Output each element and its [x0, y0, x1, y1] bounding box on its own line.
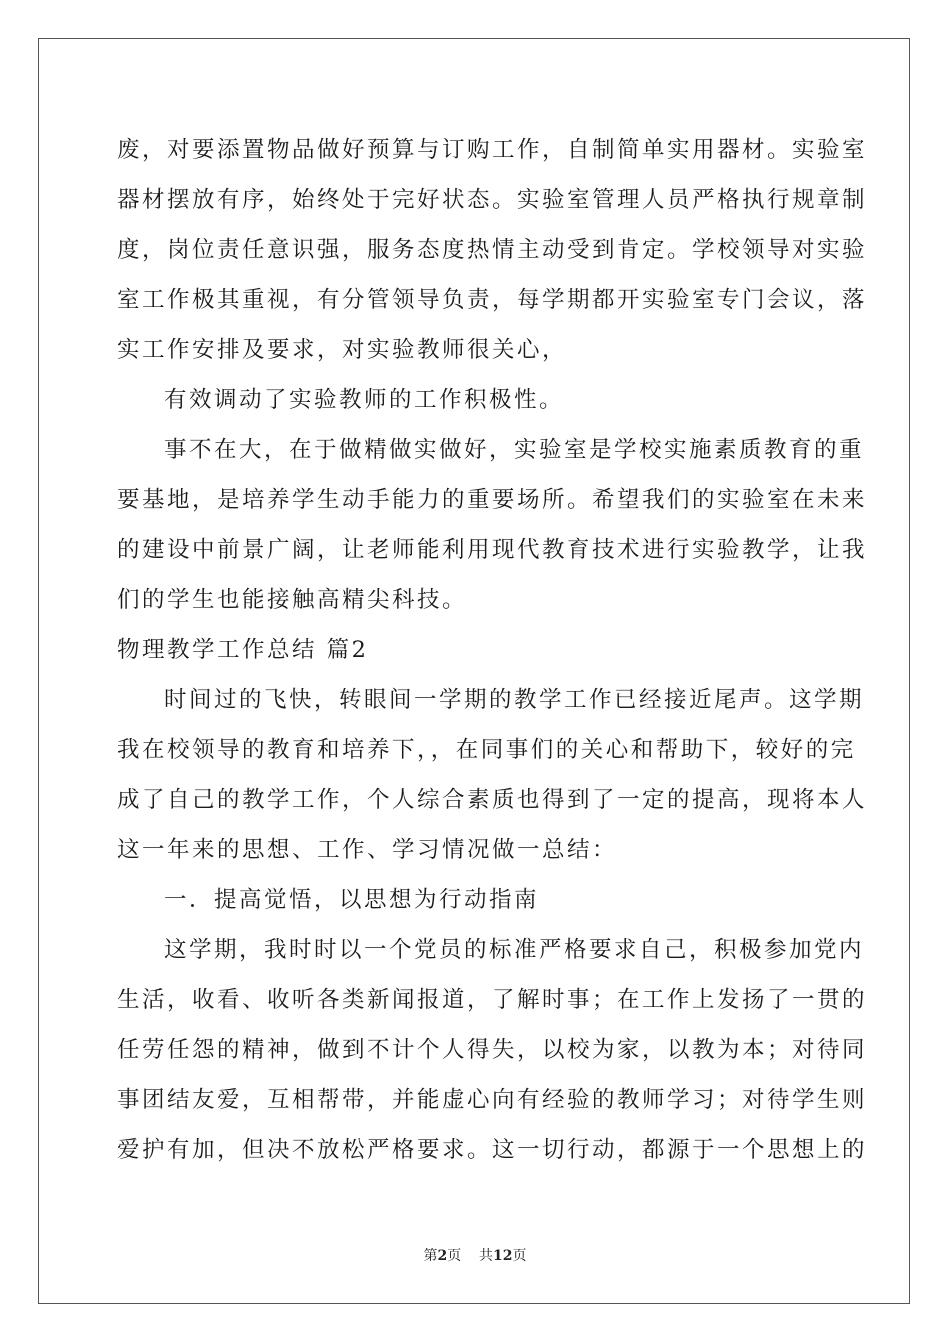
text-line: 事团结友爱，互相帮带，并能虚心向有经验的教师学习；对待学生则: [117, 1087, 868, 1113]
text-line: 废，对要添置物品做好预算与订购工作，自制简单实用器材。实验室: [117, 137, 868, 163]
text-line: 室工作极其重视，有分管领导负责，每学期都开实验室专门会议，落: [117, 287, 868, 313]
text-line: 我在校领导的教育和培养下，，在同事们的关心和帮助下，较好的完: [117, 737, 856, 763]
text-line: 成了自己的教学工作，个人综合素质也得到了一定的提高，现将本人: [117, 787, 868, 813]
text-line: 要基地，是培养学生动手能力的重要场所。希望我们的实验室在未来: [117, 487, 868, 513]
text-line: 有效调动了实验教师的工作积极性。: [164, 387, 565, 413]
subsection-heading: 一．提高觉悟，以思想为行动指南: [164, 887, 540, 913]
text-line: 这一年来的思想、工作、学习情况做一总结：: [117, 837, 618, 863]
text-line: 事不在大，在于做精做实做好，实验室是学校实施素质教育的重: [164, 437, 865, 463]
text-line: 们的学生也能接触高精尖科技。: [117, 587, 468, 613]
text-line: 爱护有加，但决不放松严格要求。这一切行动，都源于一个思想上的: [117, 1137, 868, 1163]
total-pages: 12: [493, 1248, 513, 1264]
text-line: 度，岗位责任意识强，服务态度热情主动受到肯定。学校领导对实验: [117, 237, 868, 263]
page-number: 2: [437, 1248, 448, 1264]
text-line: 这学期，我时时以一个党员的标准严格要求自己，积极参加党内: [164, 937, 865, 963]
document-body: [117, 125, 868, 1175]
text-line: 实工作安排及要求，对实验教师很关心，: [117, 337, 568, 363]
total-prefix: 共: [479, 1248, 494, 1264]
page-footer: [0, 1245, 950, 1265]
page-suffix: 页: [447, 1248, 462, 1264]
total-suffix: 页: [512, 1248, 527, 1264]
text-line: 时间过的飞快，转眼间一学期的教学工作已经接近尾声。这学期: [164, 687, 865, 713]
text-line: 的建设中前景广阔，让老师能利用现代教育技术进行实验教学，让我: [117, 537, 868, 563]
text-line: 生活，收看、收听各类新闻报道，了解时事；在工作上发扬了一贯的: [117, 987, 868, 1013]
page-prefix: 第: [423, 1248, 438, 1264]
text-line: 任劳任怨的精神，做到不计个人得失，以校为家，以教为本；对待同: [117, 1037, 868, 1063]
section-heading: 物理教学工作总结 篇2: [117, 637, 369, 663]
text-line: 器材摆放有序，始终处于完好状态。实验室管理人员严格执行规章制: [117, 187, 868, 213]
